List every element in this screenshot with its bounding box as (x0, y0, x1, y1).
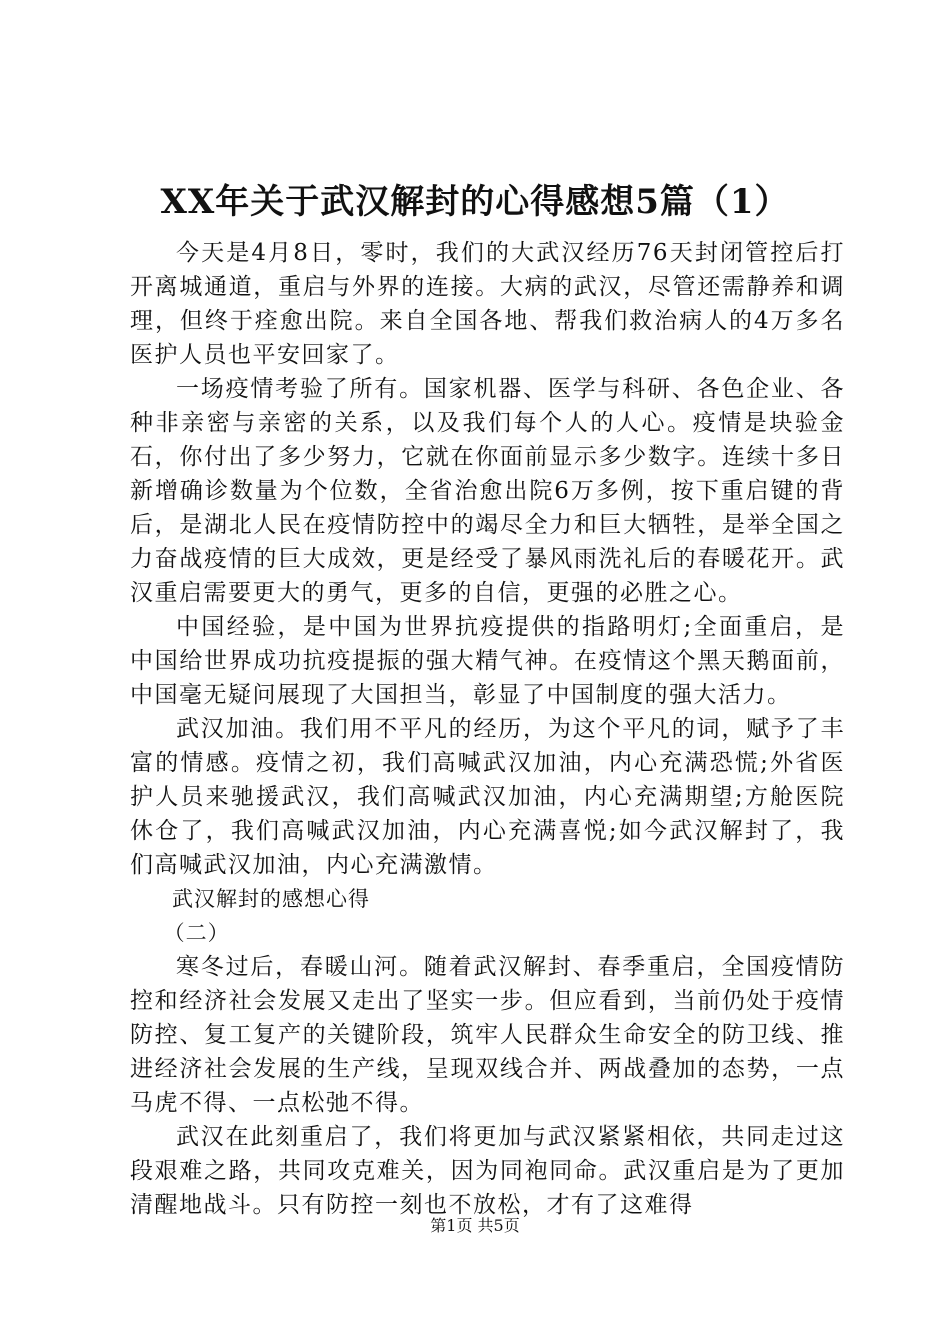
page-footer: 第1页 共5页 (430, 1216, 520, 1235)
paragraph-3: 中国经验，是中国为世界抗疫提供的指路明灯;全面重启，是中国给世界成功抗疫提振的强大精气神。在疫情这个黑天鹅面前，中国毫无疑问展现了大国担当，彰显了中国制度的强大活力。 (130, 614, 845, 708)
paragraph-1: 今天是4月8日，零时，我们的大武汉经历76天封闭管控后打开离城通道，重启与外界的连接。大病的武汉，尽管还需静养和调理，但终于痊愈出院。来自全国各地、帮我们救治病人的4万多名医护人员也平安回家了。 (130, 240, 845, 368)
document-body (130, 236, 845, 1222)
section-subheading: 武汉解封的感想心得 (172, 887, 370, 911)
paragraph-6: 武汉在此刻重启了，我们将更加与武汉紧紧相依，共同走过这段艰难之路，共同攻克难关，因为同袍同命。武汉重启是为了更加清醒地战斗。只有防控一刻也不放松，才有了这难得 (130, 1124, 845, 1218)
document-title: XX年关于武汉解封的心得感想5篇（1） (160, 182, 790, 222)
paragraph-5: 寒冬过后，春暖山河。随着武汉解封、春季重启，全国疫情防控和经济社会发展又走出了坚实一步。但应看到，当前仍处于疫情防控、复工复产的关键阶段，筑牢人民群众生命安全的防卫线、推进经济社会发展的生产线，呈现双线合并、两战叠加的态势，一点马虎不得、一点松弛不得。 (130, 954, 845, 1116)
paragraph-4: 武汉加油。我们用不平凡的经历，为这个平凡的词，赋予了丰富的情感。疫情之初，我们高喊武汉加油，内心充满恐慌;外省医护人员来驰援武汉，我们高喊武汉加油，内心充满期望;方舱医院休仓了，我们高喊武汉加油，内心充满喜悦;如今武汉解封了，我们高喊武汉加油，内心充满激情。 (130, 716, 845, 878)
section-marker: （二） (163, 921, 230, 945)
paragraph-2: 一场疫情考验了所有。国家机器、医学与科研、各色企业、各种非亲密与亲密的关系，以及我们每个人的人心。疫情是块验金石，你付出了多少努力，它就在你面前显示多少数字。连续十多日新增确诊数量为个位数，全省治愈出院6万多例，按下重启键的背后，是湖北人民在疫情防控中的竭尽全力和巨大牺牲，是举全国之力奋战疫情的巨大成效，更是经受了暴风雨洗礼后的春暖花开。武汉重启需要更大的勇气，更多的自信，更强的必胜之心。 (130, 376, 845, 606)
